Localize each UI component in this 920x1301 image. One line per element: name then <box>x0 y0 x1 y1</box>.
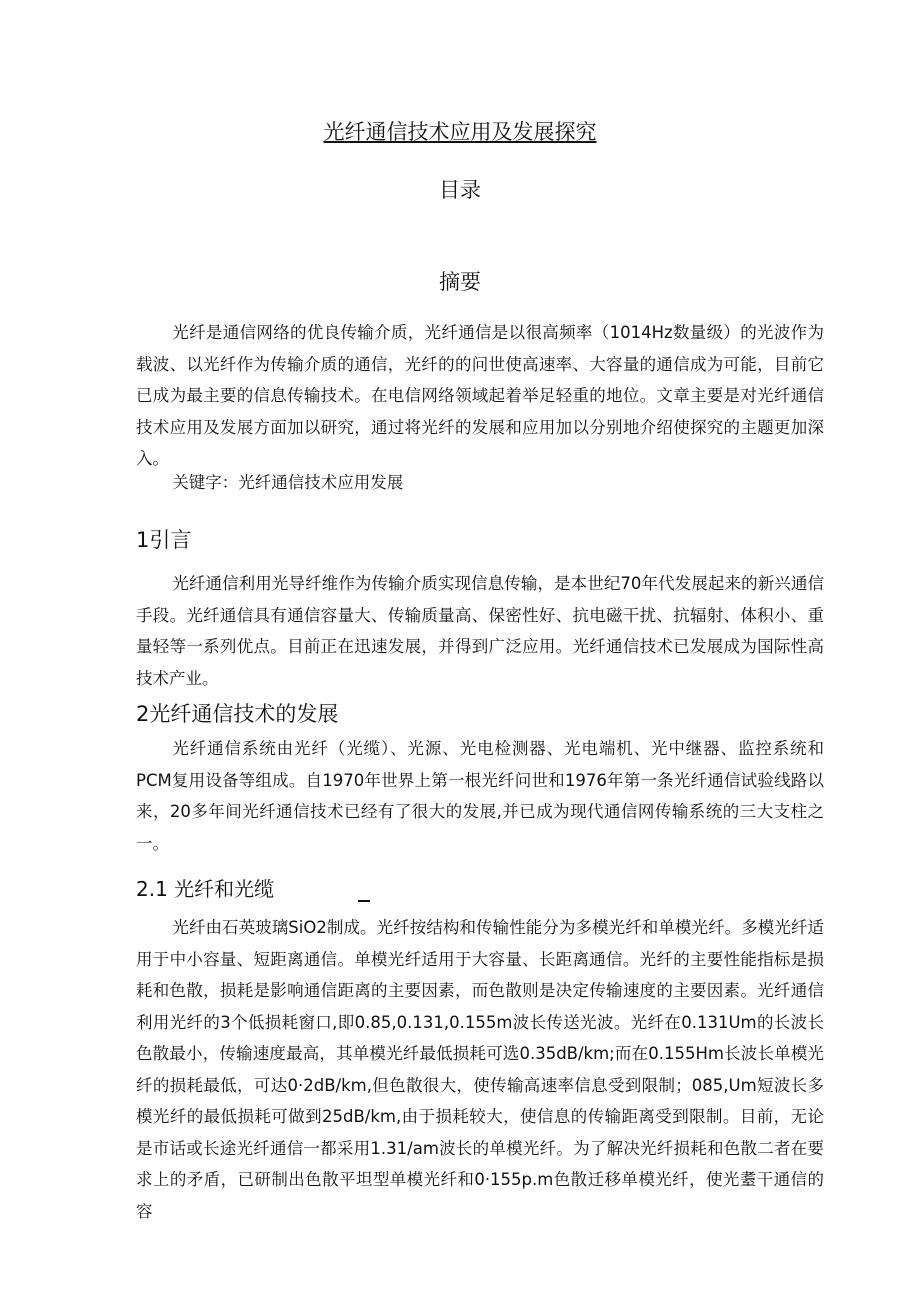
section-2-paragraph: 光纤通信系统由光纤（光缆）、光源、光电检测器、光电端机、光中继器、监控系统和PCM复用设备等组成。自1970年世界上第一根光纤问世和1976年第一条光纤通信试验线路以来，20多年间光纤通信技术已经有了很大的发展,并已成为现代通信网传输系统的三大支柱之一。 <box>136 739 824 853</box>
abstract-paragraph: 光纤是通信网络的优良传输介质，光纤通信是以很高频率（1014Hz数量级）的光波作为载波、以光纤作为传输介质的通信，光纤的的问世使高速率、大容量的通信成为可能，目前它已成为最主要的信息传输技术。在电信网络领域起着举足轻重的地位。文章主要是对光纤通信技术应用及发展方面加以研究，通过将光纤的发展和应用加以分别地介绍使探究的主题更加深入。 <box>136 323 824 468</box>
section-1-paragraph: 光纤通信利用光导纤维作为传输介质实现信息传输，是本世纪70年代发展起来的新兴通信手段。光纤通信具有通信容量大、传输质量高、保密性好、抗电磁干扰、抗辐射、体积小、重量轻等一系列优点。目前正在迅速发展，并得到广泛应用。光纤通信技术已发展成为国际性高技术产业。 <box>136 574 824 688</box>
abstract-heading: 摘要 <box>439 270 481 294</box>
section-1-heading: 1引言 <box>136 528 192 552</box>
section-2-1-heading: 2.1 光纤和光缆 <box>136 877 275 901</box>
stray-dash-mark <box>358 900 370 902</box>
toc-heading: 目录 <box>439 178 481 202</box>
section-2-heading: 2光纤通信技术的发展 <box>136 702 339 726</box>
document-title: 光纤通信技术应用及发展探究 <box>323 120 597 144</box>
section-2-1-paragraph: 光纤由石英玻璃SiO2制成。光纤按结构和传输性能分为多模光纤和单模光纤。多模光纤适用于中小容量、短距离通信。单模光纤适用于大容量、长距离通信。光纤的主要性能指标是损耗和色散，损耗是影响通信距离的主要因素，而色散则是决定传输速度的主要因素。光纤通信利用光纤的3个低损耗窗口,即0.85,0.131,0.155m波长传送光波。光纤在0.131Um的长波长色散最小，传输速度最高，其单模光纤最低损耗可选0.35dB/km;而在0.155Hm长波长单模光纤的损耗最低，可达0·2dB/km,但色散很大，使传输高速率信息受到限制；085,Um短波长多模光纤的最低损耗可做到25dB/km,由于损耗较大，使信息的传输距离受到限制。目前，无论是市话或长途光纤通信一都采用1.31/am波长的单模光纤。为了解决光纤损耗和色散二者在要求上的矛盾，已研制出色散平坦型单模光纤和0·155p.m色散迁移单模光纤，使光耋干通信的容 <box>136 918 824 1221</box>
keywords-line: 关键字：光纤通信技术应用发展 <box>172 473 404 492</box>
